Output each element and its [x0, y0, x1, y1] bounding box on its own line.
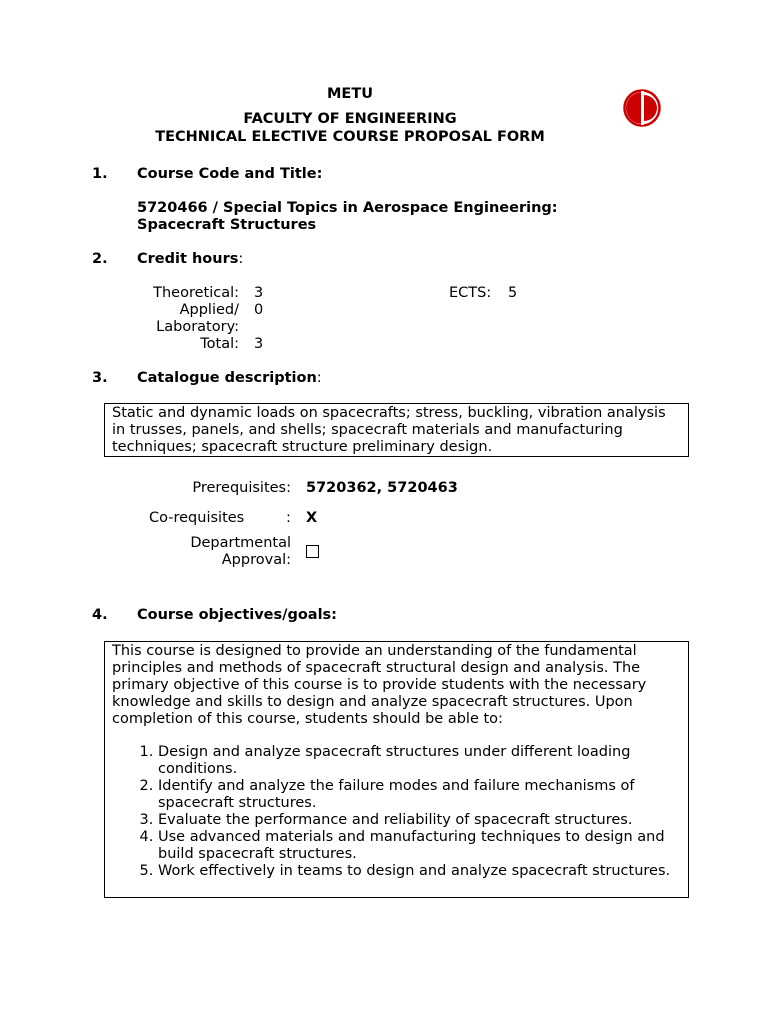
section-2-title-text: Credit hours [137, 251, 239, 267]
theoretical-label: Theoretical: [153, 285, 239, 301]
corequisites-colon: : [286, 510, 291, 526]
applied-label: Applied/ [179, 302, 239, 318]
section-3-number: 3. [92, 370, 108, 386]
section-1-number: 1. [92, 166, 108, 182]
header-form-title: TECHNICAL ELECTIVE COURSE PROPOSAL FORM [155, 129, 545, 145]
section-3-title-text: Catalogue description [137, 370, 317, 386]
list-item: 4. Use advanced materials and manufacturing techniques to design and build spacecraft structures. [158, 829, 681, 863]
catalogue-description-box [104, 403, 689, 457]
course-goals-list [112, 744, 681, 880]
course-objectives-box [104, 641, 689, 898]
departmental-label: Departmental [190, 535, 291, 551]
section-2-title [137, 251, 243, 267]
approval-label: Approval: [221, 552, 291, 568]
course-objectives-intro: This course is designed to provide an understanding of the fundamental principles and methods of spacecraft structural design and analysis. The primary objective of this course is to provide students with the necessary knowledge and skills to design and analyze spacecraft structures. Upon completion of this course, students should be able to: [112, 643, 647, 727]
list-item: 3. Evaluate the performance and reliability of spacecraft structures. [158, 812, 681, 829]
ects-value: 5 [508, 285, 518, 301]
catalogue-description: Static and dynamic loads on spacecrafts; stress, buckling, vibration analysis in trusses, panels, and shells; spacecraft materials and manufacturing techniques; spacecraft structure preliminary design. [112, 405, 666, 455]
header-metu: METU [327, 86, 373, 102]
course-code-title-line2: Spacecraft Structures [137, 217, 317, 233]
course-code-title-line1: 5720466 / Special Topics in Aerospace Engineering: [137, 200, 558, 216]
list-item: 1. Design and analyze spacecraft structures under different loading conditions. [158, 744, 681, 778]
section-3-colon: : [316, 370, 322, 386]
prerequisites-value: 5720362, 5720463 [306, 480, 458, 496]
departmental-approval-checkbox[interactable] [306, 545, 319, 558]
section-1-title: Course Code and Title: [137, 166, 323, 182]
header-faculty: FACULTY OF ENGINEERING [243, 111, 457, 127]
theoretical-value: 3 [254, 285, 264, 301]
section-2-colon: : [238, 251, 244, 267]
section-3-title [137, 370, 322, 386]
laboratory-label: Laboratory: [156, 319, 239, 335]
section-4-title: Course objectives/goals: [137, 607, 337, 623]
total-label: Total: [200, 336, 239, 352]
list-item: 5. Work effectively in teams to design and analyze spacecraft structures. [158, 863, 681, 880]
ects-label: ECTS: [449, 285, 492, 301]
list-item: 2. Identify and analyze the failure modes and failure mechanisms of spacecraft structures. [158, 778, 681, 812]
section-4-number: 4. [92, 607, 108, 623]
prerequisites-label: Prerequisites: [192, 480, 291, 496]
corequisites-value: X [306, 510, 318, 526]
section-2-number: 2. [92, 251, 108, 267]
total-value: 3 [254, 336, 264, 352]
metu-logo-icon [622, 89, 662, 127]
corequisites-label: Co-requisites [149, 510, 245, 526]
applied-value: 0 [254, 302, 264, 318]
